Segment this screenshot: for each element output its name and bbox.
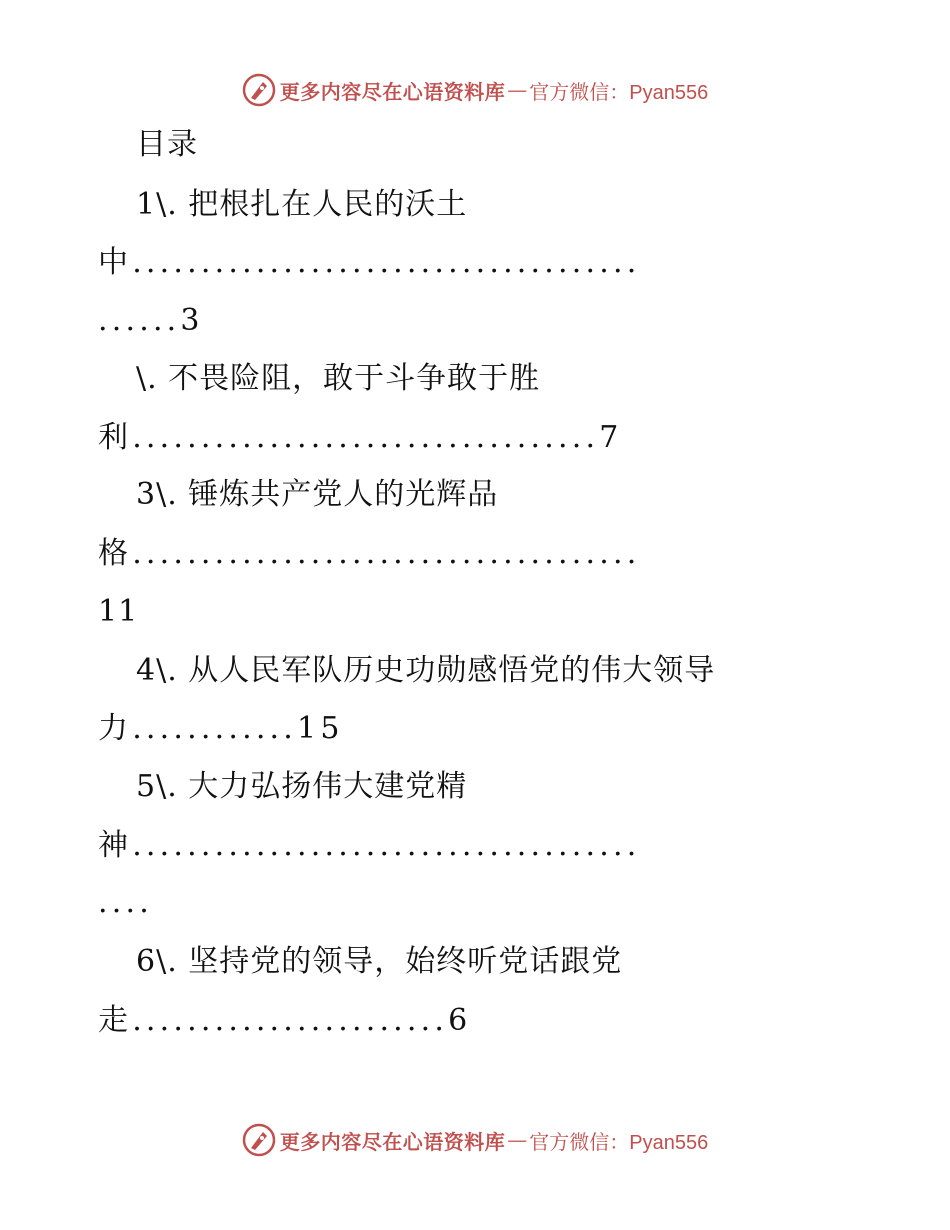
toc-entry-5-page: .... <box>98 885 153 920</box>
footer-banner-wechat: 官方微信：Pyan556 <box>529 1131 709 1154</box>
toc-entry-2-leader: 利..................................7 <box>98 420 623 455</box>
header-banner <box>0 70 950 110</box>
pen-nib-logo-icon <box>242 73 276 107</box>
header-banner-separator: — <box>507 78 528 102</box>
toc-entry-2-title: \. 不畏险阻，敢于斗争敢于胜 <box>136 361 541 396</box>
toc-entry-3-leader: 格..................................... <box>98 536 641 571</box>
toc-entry-3-title: 3\. 锤炼共产党人的光辉品 <box>136 477 499 512</box>
toc-entry-6-title: 6\. 坚持党的领导，始终听党话跟党 <box>136 944 623 979</box>
toc-entry-5-leader: 神..................................... <box>98 828 641 863</box>
toc-entry-1-page: ......3 <box>98 303 204 338</box>
toc-title: 目录 <box>136 127 198 162</box>
footer-banner <box>0 1120 950 1160</box>
toc-entry-5-title: 5\. 大力弘扬伟大建党精 <box>136 769 468 804</box>
header-banner-wechat: 官方微信：Pyan556 <box>529 81 709 104</box>
toc-entry-4-title: 4\. 从人民军队历史功勋感悟党的伟大领导 <box>136 653 716 688</box>
pen-nib-logo-icon <box>242 1123 276 1157</box>
header-banner-text: 更多内容尽在心语资料库 <box>279 79 506 104</box>
toc-entry-1-leader: 中..................................... <box>98 245 641 280</box>
toc-entry-4-leader: 力............15 <box>98 711 344 746</box>
toc-entry-1-title: 1\. 把根扎在人民的沃土 <box>136 187 468 222</box>
toc-entry-3-page: 11 <box>98 594 139 629</box>
toc-entry-6-leader: 走.......................6 <box>98 1003 472 1038</box>
footer-banner-separator: — <box>507 1128 528 1152</box>
footer-banner-text: 更多内容尽在心语资料库 <box>279 1129 506 1154</box>
